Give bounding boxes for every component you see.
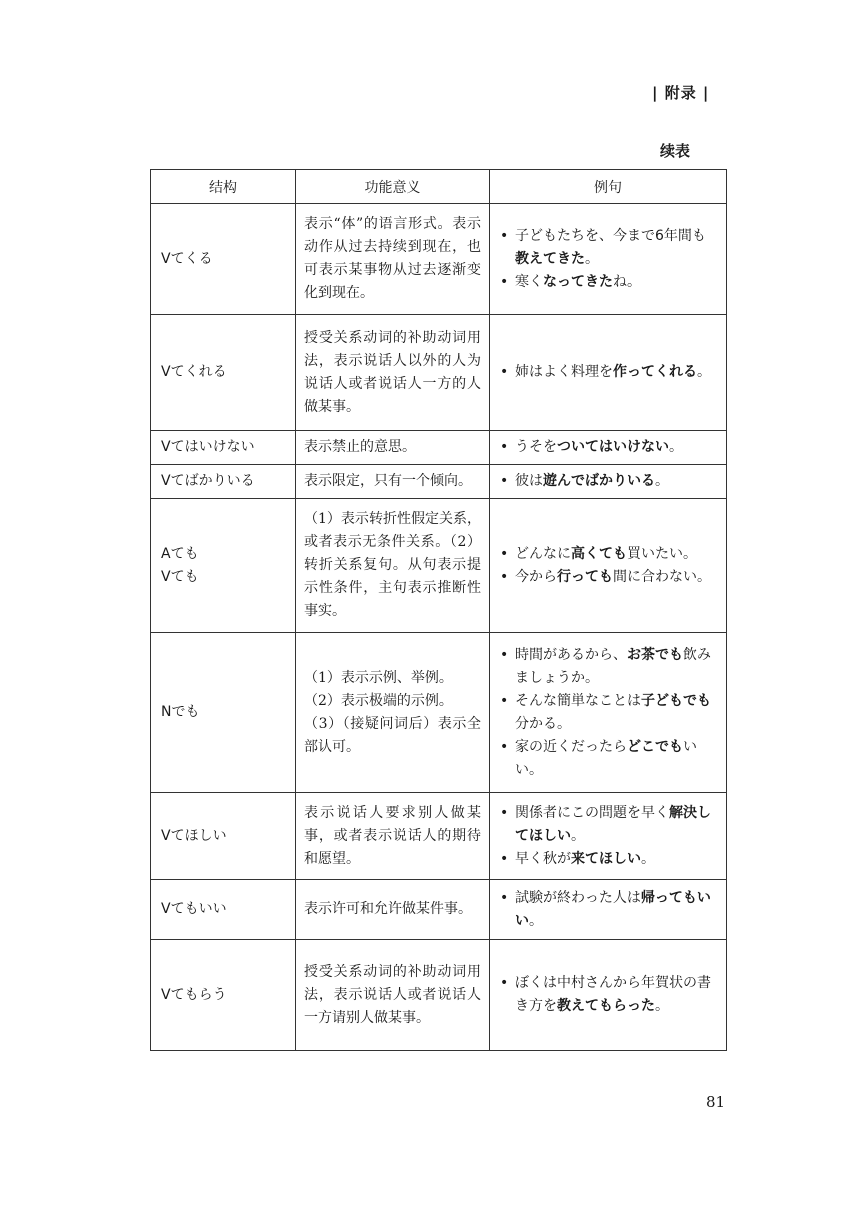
highlighted-pattern: 来てほしい [571,850,641,867]
table-row [151,315,727,431]
highlighted-pattern: どこでも [627,738,683,755]
column-header-meaning: 功能意义 [296,170,490,204]
highlighted-pattern: 帰ってもいい [515,889,711,929]
meaning-cell: 表示限定，只有一个倾向。 [296,465,490,499]
example-list [498,887,718,933]
examples-cell [490,204,727,315]
example-sentence: • 今から行っても間に合わない。 [498,566,718,589]
column-header-structure: 结构 [151,170,296,204]
structure-cell: Vてはいけない [151,431,296,465]
table-header-row [151,170,727,204]
structure-cell: Nでも [151,633,296,793]
highlighted-pattern: 子どもでも [641,692,711,709]
highlighted-pattern: お茶でも [627,646,683,663]
examples-cell [490,499,727,633]
table-row [151,499,727,633]
structure-cell: Aても Vても [151,499,296,633]
table-row [151,940,727,1051]
example-list [498,470,718,493]
examples-cell [490,940,727,1051]
meaning-cell: 授受关系动词的补助动词用法，表示说话人或者说话人一方请别人做某事。 [296,940,490,1051]
table-row [151,793,727,880]
table-row [151,431,727,465]
example-list [498,361,718,384]
column-header-examples: 例句 [490,170,727,204]
highlighted-pattern: 高くても [571,545,627,562]
example-sentence: • 関係者にこの問題を早く解決してほしい。 [498,802,718,848]
examples-cell [490,465,727,499]
highlighted-pattern: 教えてもらった [557,998,655,1014]
structure-cell: Vてもらう [151,940,296,1051]
structure-cell: Vてくれる [151,315,296,431]
meaning-cell: （1）表示转折性假定关系，或者表示无条件关系。（2）转折关系复句。从句表示提示性条件，主句表示推断性事实。 [296,499,490,633]
table-row [151,880,727,940]
example-sentence: • 時間があるから、お茶でも飲みましょうか。 [498,644,718,690]
example-list [498,436,718,459]
structure-cell: Vてもいい [151,880,296,940]
examples-cell [490,431,727,465]
table-row [151,204,727,315]
example-sentence: • 家の近くだったらどこでもいい。 [498,736,718,782]
meaning-cell: 表示说话人要求别人做某事，或者表示说话人的期待和愿望。 [296,793,490,880]
meaning-cell: 表示许可和允许做某件事。 [296,880,490,940]
structure-cell: Vてばかりいる [151,465,296,499]
example-list [498,543,718,589]
example-sentence: • 子どもたちを、今まで6年間も教えてきた。 [498,225,718,271]
table-row [151,633,727,793]
example-sentence: • 寒くなってきたね。 [498,271,718,294]
meaning-cell: 授受关系动词的补助动词用法，表示说话人以外的人为说话人或者说话人一方的人做某事。 [296,315,490,431]
examples-cell [490,315,727,431]
example-sentence: • 試験が終わった人は帰ってもいい。 [498,887,718,933]
examples-cell [490,880,727,940]
section-header: | 附录 | [652,84,710,102]
page-number: 81 [706,1093,726,1111]
example-list [498,802,718,871]
highlighted-pattern: 解決してほしい [515,804,711,844]
highlighted-pattern: 作ってくれる [613,364,697,380]
highlighted-pattern: 遊んでばかりいる [543,473,655,489]
example-sentence: • 姉はよく料理を作ってくれる。 [498,361,718,384]
example-list [498,225,718,294]
example-list [498,972,718,1018]
highlighted-pattern: ついてはいけない [557,439,669,455]
grammar-table [150,169,727,1051]
structure-cell: Vてくる [151,204,296,315]
highlighted-pattern: 教えてきた [515,250,585,267]
example-list [498,644,718,782]
meaning-cell: 表示禁止的意思。 [296,431,490,465]
highlighted-pattern: 行っても [557,568,613,585]
example-sentence: • ぼくは中村さんから年賀状の書き方を教えてもらった。 [498,972,718,1018]
meaning-cell: （1）表示示例、举例。 （2）表示极端的示例。 （3）（接疑问词后）表示全部认可。 [296,633,490,793]
examples-cell [490,793,727,880]
examples-cell [490,633,727,793]
example-sentence: • 早く秋が来てほしい。 [498,848,718,871]
structure-cell: Vてほしい [151,793,296,880]
continued-label: 续表 [660,142,691,160]
example-sentence: • どんなに高くても買いたい。 [498,543,718,566]
table-body [151,204,727,1051]
example-sentence: • 彼は遊んでばかりいる。 [498,470,718,493]
table-row [151,465,727,499]
highlighted-pattern: なってきた [543,273,613,290]
meaning-cell: 表示“体”的语言形式。表示动作从过去持续到现在，也可表示某事物从过去逐渐变化到现在。 [296,204,490,315]
example-sentence: • うそをついてはいけない。 [498,436,718,459]
example-sentence: • そんな簡単なことは子どもでも分かる。 [498,690,718,736]
